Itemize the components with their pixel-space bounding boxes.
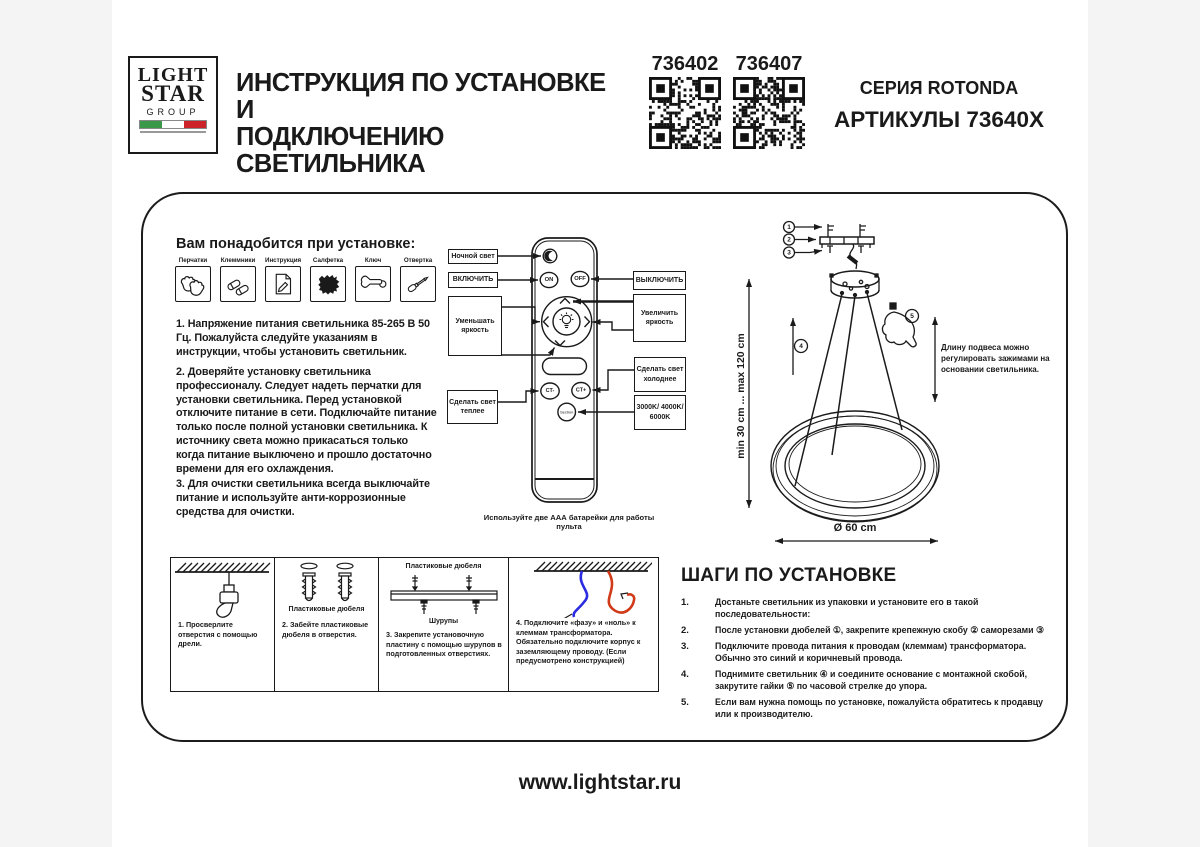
moon-icon <box>544 251 553 262</box>
install-step <box>681 697 1059 720</box>
tool-item-gloves <box>175 257 211 302</box>
drill-icon <box>217 572 238 617</box>
step-text: Поднимите светильник ④ и соедините основание с монтажной скобой, закрутите гайки ⑤ по часовой стрелке до упора. <box>715 668 1028 691</box>
height-range-label: min 30 cm ... max 120 cm <box>735 333 747 459</box>
section-label: Section <box>560 409 574 415</box>
tools-row <box>175 257 436 302</box>
neutral-wire-blue <box>574 571 587 617</box>
panel-2-caption: 2. Забейте пластиковые дюбеля в отверстия. <box>282 620 369 639</box>
screw-below <box>473 600 479 614</box>
panel-3-caption: 3. Закрепите установочную пластину с помощью шурупов в подготовленных отверстиях. <box>386 630 502 658</box>
tool-item-wrench <box>355 257 391 302</box>
marker-4: 4 <box>799 343 803 350</box>
marker-3: 3 <box>787 249 791 257</box>
tool-label: Клеммники <box>220 257 256 264</box>
articles-code: АРТИКУЛЫ 73640X <box>834 107 1044 132</box>
label-cooler: Сделать свет холоднее <box>634 357 686 392</box>
tool-item-terminals <box>220 257 256 302</box>
install-steps-list <box>681 597 1059 725</box>
install-step <box>681 625 1059 637</box>
tool-label: Ключ <box>364 257 382 264</box>
install-panel-3 <box>379 558 509 691</box>
step-number: 1. <box>681 597 689 608</box>
tool-item-screwdriver <box>400 257 436 302</box>
panel-3-top-label: Пластиковые дюбеля <box>405 563 482 570</box>
lamp-suspension-diagram <box>718 200 1066 560</box>
label-color-temperatures: 3000K/ 4000K/ 6000K <box>634 395 686 430</box>
website-url: www.lightstar.ru <box>518 771 682 794</box>
step-text: После установки дюбелей ①, закрепите крепежную скобу ② саморезами ③ <box>715 624 1044 635</box>
dowel-screws <box>828 224 866 237</box>
dpad-right-arrow-icon <box>585 317 590 328</box>
drill-ceiling-graphic <box>173 562 273 618</box>
diameter-label: Ø 60 cm <box>833 522 877 534</box>
ct-plus-label: CT+ <box>575 387 587 394</box>
warning-paragraph-2: 2. Доверяйте установку светильника профессионалу. Следует надеть перчатки для установки светильника. Перед установкой отключите питание в сети. Подключайте питание только после полной установки светильника. К источнику света можно прикасаться только когда питание выключено и прошло достаточно времени для его охлаждения. <box>176 366 437 475</box>
dpad-left-arrow-icon <box>544 317 549 328</box>
screw-above <box>412 575 418 590</box>
dpad-up-arrow-icon <box>560 299 570 304</box>
suspension-length-note: Длину подвеса можно регулировать зажимами на основании светильника. <box>941 343 1050 374</box>
warning-paragraph-1: 1. Напряжение питания светильника 85-265 В 50 Гц. Пожалуйста следуйте указаниям в инструкции, чтобы установить светильник. <box>176 318 430 358</box>
tools-heading: Вам понадобится при установке: <box>176 236 416 252</box>
phase-wire-red <box>608 571 634 613</box>
install-step <box>681 669 1059 692</box>
step-text: Если вам нужна помощь по установке, пожалуйста обратитесь к продавцу или к производителю. <box>715 696 1044 719</box>
logo-text-light: LIGHT <box>137 64 209 86</box>
step-number: 4. <box>681 668 689 680</box>
install-step <box>681 641 1059 664</box>
manual-icon <box>265 266 301 302</box>
screwdriver-icon <box>400 266 436 302</box>
ceiling-canopy <box>830 271 879 298</box>
label-night-light: Ночной свет <box>448 249 498 264</box>
series-block <box>833 78 1045 133</box>
qr-code-736402 <box>649 77 721 149</box>
marker-2: 2 <box>787 236 791 244</box>
tool-label: Отвертка <box>403 257 433 264</box>
ct-minus-label: CT- <box>545 388 555 394</box>
terminals-icon <box>220 266 256 302</box>
label-dim: Уменьшать яркость <box>448 296 502 356</box>
label-turn-on: ВКЛЮЧИТЬ <box>448 272 498 288</box>
wrench-icon <box>355 266 391 302</box>
dowels-graphic <box>277 561 377 605</box>
label-warmer: Сделать свет теплее <box>447 390 498 424</box>
scan-margin-left <box>0 0 112 847</box>
step-number: 5. <box>681 696 689 708</box>
marker-1: 1 <box>787 224 791 231</box>
install-steps-heading: ШАГИ ПО УСТАНОВКЕ <box>681 565 897 586</box>
scan-margin-right <box>1088 0 1200 847</box>
callout-lines <box>498 256 634 412</box>
off-button-label: OFF <box>574 276 586 282</box>
install-pictograms <box>170 557 659 692</box>
marker-5: 5 <box>910 313 914 320</box>
label-brighten: Увеличить яркость <box>633 294 686 342</box>
series-name: СЕРИЯ ROTONDA <box>859 78 1019 98</box>
tool-label: Инструкция <box>265 257 302 264</box>
page-title <box>236 70 616 178</box>
tool-label: Салфетка <box>312 257 344 264</box>
italian-flag-bar <box>139 120 207 129</box>
screw-above <box>466 575 472 590</box>
install-step <box>681 597 1059 620</box>
panel-4-caption: 4. Подключите «фазу» и «ноль» к клеммам трансформатора. Обязательно подключите корпус к заземляющему проводу. (Если предусмотрено конструкцией) <box>516 618 641 665</box>
supply-wire <box>848 244 857 269</box>
night-light-button <box>543 249 557 263</box>
bulb-icon <box>560 313 574 328</box>
brightness-dpad <box>542 297 592 347</box>
tool-item-manual <box>265 257 301 302</box>
lightstar-logo <box>128 56 218 154</box>
tool-label: Перчатки <box>178 257 208 264</box>
panel-2-label: Пластиковые дюбеля <box>288 606 365 613</box>
on-button-label: ON <box>544 277 554 283</box>
logo-underline <box>140 131 206 133</box>
gloves-icon <box>175 266 211 302</box>
qr-code-736407 <box>733 77 805 149</box>
battery-note: Используйте две ААА батарейки для работы пульта <box>483 513 655 531</box>
napkin-icon <box>310 266 346 302</box>
install-panel-1 <box>171 558 275 691</box>
mounting-plate <box>391 591 497 600</box>
step-number: 3. <box>681 641 689 653</box>
label-turn-off: ВЫКЛЮЧИТЬ <box>633 271 686 290</box>
screw-below <box>421 600 427 614</box>
mounting-bracket <box>820 224 874 253</box>
step-text: Подключите провода питания к проводам (клеммам) трансформатора. Обычно это синий и коричневый провода. <box>715 641 1027 663</box>
title-line-2: ПОДКЛЮЧЕНИЮ СВЕТИЛЬНИКА <box>236 123 444 178</box>
logo-text-group: GROUP <box>146 107 200 117</box>
remote-body <box>532 238 597 502</box>
panel-1-caption: 1. Просверлите отверстия с помощью дрели. <box>178 620 258 648</box>
step-text: Достаньте светильник из упаковки и установите его в такой последовательности: <box>715 597 979 619</box>
title-line-1: ИНСТРУКЦИЯ ПО УСТАНОВКЕ И <box>236 69 606 124</box>
wiring-graphic <box>512 560 652 618</box>
panel-3-bottom-label: Шурупы <box>428 618 459 625</box>
install-panel-4 <box>509 558 656 691</box>
ring-lamp <box>771 411 939 522</box>
tool-item-napkin <box>310 257 346 302</box>
logo-text-star: STAR <box>141 81 205 106</box>
step-number: 2. <box>681 624 689 636</box>
mounting-plate-graphic <box>383 573 505 617</box>
dowel-icon <box>301 563 317 600</box>
wire-connector <box>621 593 628 599</box>
warning-paragraph-3: 3. Для очистки светильника всегда выключайте питание и используйте анти-коррозионные средства для очистки. <box>176 478 430 518</box>
qr-label-1: 736402 <box>651 53 719 75</box>
fixing-screws <box>827 246 864 253</box>
install-panel-2 <box>275 558 379 691</box>
qr-label-2: 736407 <box>735 53 803 75</box>
blank-button <box>543 358 587 375</box>
dowel-icon <box>337 563 353 600</box>
